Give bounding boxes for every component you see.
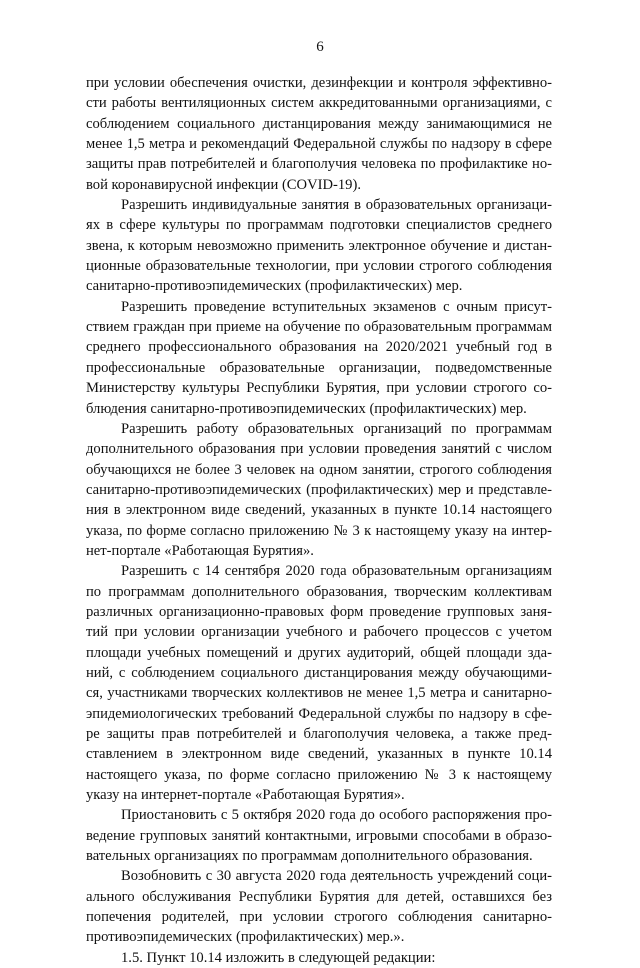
text-line: противоэпидемических (профилактических) мер.». bbox=[86, 929, 405, 946]
paragraph bbox=[86, 866, 552, 947]
text-line: санитарно-противоэпидемических (профилактических) мер и представле- bbox=[86, 481, 552, 498]
text-line: ционные образовательные технологии, при условии строгого соблюдения bbox=[86, 258, 552, 275]
text-line: менее 1,5 метра и рекомендаций Федеральной службы по надзору в сфере bbox=[86, 136, 552, 153]
text-line: ведение групповых занятий контактными, игровыми способами в образо- bbox=[86, 827, 552, 844]
text-line: ставлением в электронном виде сведений, указанных в пункте 10.14 bbox=[86, 746, 552, 763]
text-line: ствием граждан при приеме на обучение по образовательным программам bbox=[86, 319, 552, 336]
text-line: сти работы вентиляционных систем аккредитованными организациями, с bbox=[86, 95, 552, 112]
text-line: Министерству культуры Республики Бурятия, при условии строгого со- bbox=[86, 380, 552, 397]
text-line: санитарно-противоэпидемических (профилактических) мер. bbox=[86, 278, 463, 295]
text-line: звена, к которым невозможно применить электронное обучение и дистан- bbox=[86, 237, 552, 254]
text-line: 1.5. Пункт 10.14 изложить в следующей редакции: bbox=[121, 949, 436, 966]
text-line: настоящего указа, по форме согласно приложению № 3 к настоящему bbox=[86, 766, 552, 783]
paragraph bbox=[86, 419, 552, 561]
document-body bbox=[86, 73, 552, 968]
text-line: по программам дополнительного образования, творческим коллективам bbox=[86, 583, 552, 600]
text-line: ального обслуживания Республики Бурятия для детей, оставшихся без bbox=[86, 888, 552, 905]
page-number: 6 bbox=[316, 39, 324, 55]
text-line: тий при условии организации учебного и рабочего процессов с учетом bbox=[86, 624, 552, 641]
paragraph bbox=[86, 195, 552, 297]
text-line: Приостановить с 5 октября 2020 года до особого распоряжения про- bbox=[121, 807, 552, 824]
paragraph bbox=[86, 561, 552, 805]
text-line: различных организационно-правовых форм проведение групповых заня- bbox=[86, 603, 552, 620]
text-line: указу на интернет-портале «Работающая Бурятия». bbox=[86, 787, 405, 804]
text-line: Возобновить с 30 августа 2020 года деятельность учреждений соци- bbox=[121, 868, 552, 885]
text-line: Разрешить с 14 сентября 2020 года образовательным организациям bbox=[121, 563, 552, 580]
text-line: нет-портале «Работающая Бурятия». bbox=[86, 542, 314, 559]
paragraph bbox=[86, 805, 552, 866]
text-line: ний, с соблюдением социального дистанцирования между обучающими- bbox=[86, 664, 552, 681]
text-line: указа, по форме согласно приложению № 3 к настоящему указу на интер- bbox=[86, 522, 552, 539]
text-line: Разрешить работу образовательных организаций по программам bbox=[121, 420, 552, 437]
paragraph bbox=[86, 73, 552, 195]
text-line: площади учебных помещений и других аудиторий, общей площади зда- bbox=[86, 644, 552, 661]
text-line: ся, участниками творческих коллективов не менее 1,5 метра и санитарно- bbox=[86, 685, 552, 702]
text-line: эпидемиологических требований Федеральной службы по надзору в сфе- bbox=[86, 705, 552, 722]
text-line: ях в сфере культуры по программам подготовки специалистов среднего bbox=[86, 217, 552, 234]
text-line: защиты прав потребителей и благополучия человека по профилактике но- bbox=[86, 156, 552, 173]
text-line: ния в электронном виде сведений, указанных в пункте 10.14 настоящего bbox=[86, 502, 552, 519]
paragraph bbox=[86, 297, 552, 419]
text-line: дополнительного образования при условии проведения занятий с числом bbox=[86, 441, 552, 458]
text-line: вательных организациях по программам дополнительного образования. bbox=[86, 848, 533, 865]
text-line: обучающихся не более 3 человек на одном занятии, строгого соблюдения bbox=[86, 461, 552, 478]
text-line: среднего профессионального образования на 2020/2021 учебный год в bbox=[86, 339, 552, 356]
text-line: вой коронавирусной инфекции (COVID-19). bbox=[86, 176, 361, 193]
text-line: Разрешить проведение вступительных экзаменов с очным присут- bbox=[121, 298, 552, 315]
text-line: блюдения санитарно-противоэпидемических (профилактических) мер. bbox=[86, 400, 527, 417]
paragraph bbox=[86, 948, 552, 968]
text-line: при условии обеспечения очистки, дезинфекции и контроля эффективно- bbox=[86, 75, 552, 91]
text-line: попечения родителей, при условии строгого соблюдения санитарно- bbox=[86, 909, 552, 926]
text-line: ре защиты прав потребителей и благополучия человека, а также пред- bbox=[86, 726, 552, 742]
text-line: профессиональные образовательные организации, подведомственные bbox=[86, 359, 552, 376]
text-line: соблюдением социального дистанцирования между занимающимися не bbox=[86, 115, 552, 132]
text-line: Разрешить индивидуальные занятия в образовательных организаци- bbox=[121, 197, 552, 214]
